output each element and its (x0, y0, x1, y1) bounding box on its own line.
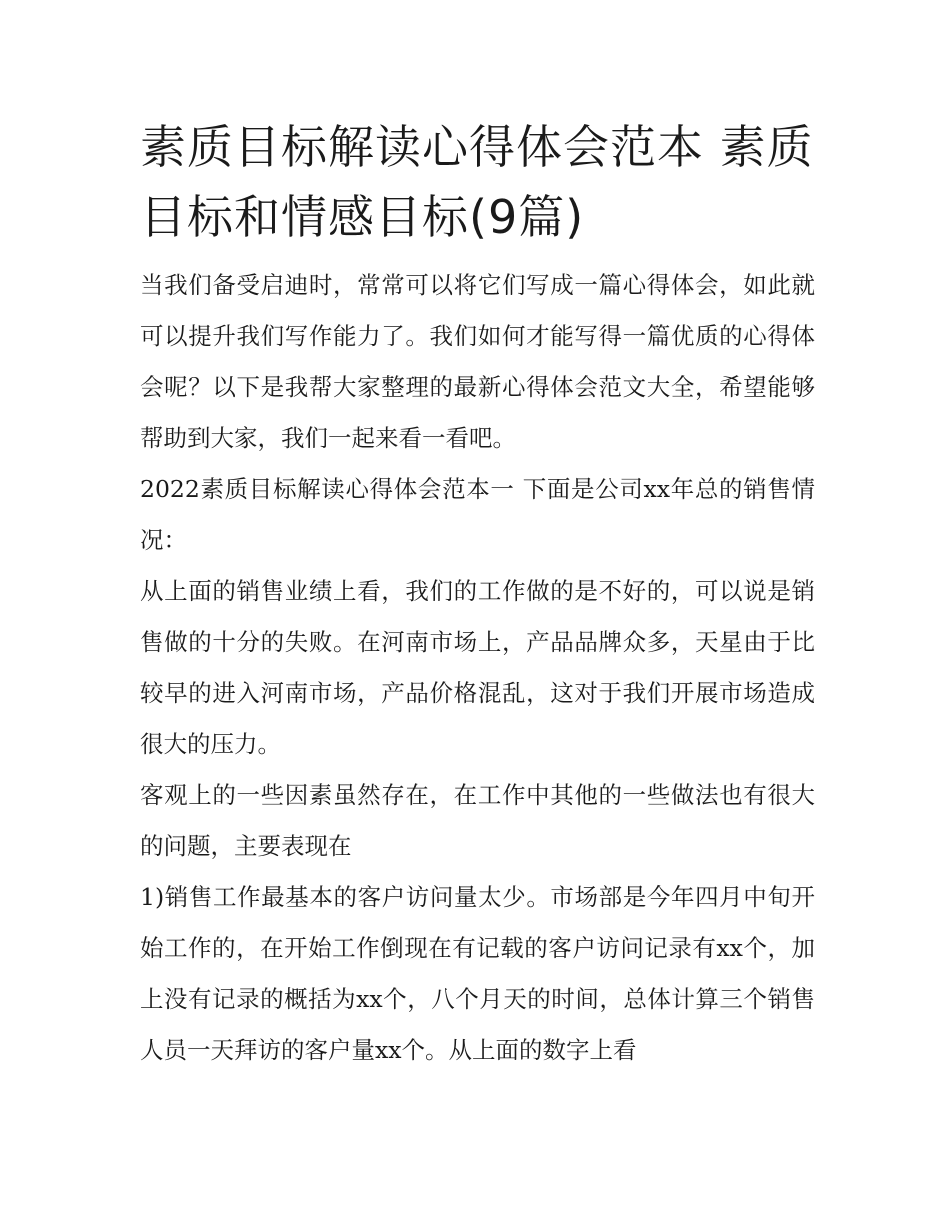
document-body (140, 260, 815, 1076)
paragraph-section-heading: 2022素质目标解读心得体会范本一 下面是公司xx年总的销售情况： (140, 475, 815, 554)
paragraph-intro: 当我们备受启迪时，常常可以将它们写成一篇心得体会，如此就可以提升我们写作能力了。我们如何才能写得一篇优质的心得体会呢？以下是我帮大家整理的最新心得体会范文大全，希望能够帮助到大家，我们一起来看一看吧。 (140, 271, 815, 452)
paragraph-sales-performance: 从上面的销售业绩上看，我们的工作做的是不好的，可以说是销售做的十分的失败。在河南市场上，产品品牌众多，天星由于比较早的进入河南市场，产品价格混乱，这对于我们开展市场造成很大的压力。 (140, 577, 815, 758)
document-title: 素质目标解读心得体会范本 素质目标和情感目标(9篇) (140, 120, 814, 244)
paragraph-point-1: 1)销售工作最基本的客户访问量太少。市场部是今年四月中旬开始工作的，在开始工作倒现在有记载的客户访问记录有xx个，加上没有记录的概括为xx个，八个月天的时间，总体计算三个销售人员一天拜访的客户量xx个。从上面的数字上看 (140, 883, 815, 1064)
paragraph-problems: 客观上的一些因素虽然存在，在工作中其他的一些做法也有很大的问题，主要表现在 (140, 781, 815, 860)
document-page (140, 112, 815, 1076)
